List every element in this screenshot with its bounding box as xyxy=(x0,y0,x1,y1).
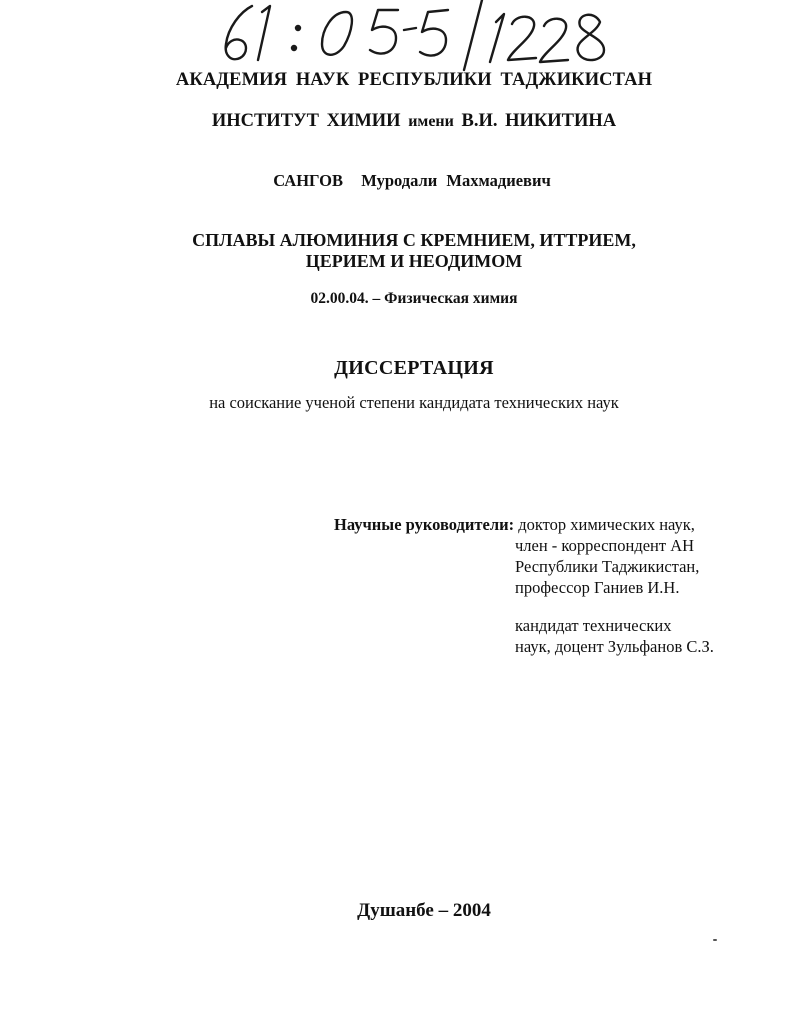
author-given-names: Муродали Махмадиевич xyxy=(361,171,551,190)
scan-speck xyxy=(713,939,717,941)
supervisor-2-line-2: наук, доцент Зульфанов С.З. xyxy=(515,637,714,656)
institute-name: В.И. НИКИТИНА xyxy=(461,111,617,131)
supervisor-2-line-1: кандидат технических xyxy=(515,616,672,635)
supervisors-label: Научные руководители: xyxy=(334,515,515,534)
handwritten-catalog-number-drawing xyxy=(212,0,622,72)
thesis-title-line-2: ЦЕРИЕМ И НЕОДИМОМ xyxy=(305,251,523,271)
supervisor-1-line-4: профессор Ганиев И.Н. xyxy=(515,578,680,597)
city-year: Душанбе – 2004 xyxy=(357,900,491,921)
thesis-degree: на соискание ученой степени кандидата технических наук xyxy=(209,393,619,412)
thesis-title-line-1: СПЛАВЫ АЛЮМИНИЯ С КРЕМНИЕМ, ИТТРИЕМ, xyxy=(192,230,636,250)
supervisors-block xyxy=(334,514,695,535)
author-surname: САНГОВ xyxy=(273,171,343,190)
author-name xyxy=(14,171,796,191)
handwritten-catalog-number xyxy=(212,0,622,72)
thesis-type: ДИССЕРТАЦИЯ xyxy=(334,357,494,379)
institute-imeni: имени xyxy=(408,113,454,130)
supervisor-1-line-2: член - корреспондент АН xyxy=(515,536,695,555)
institute-heading xyxy=(16,111,796,132)
institute-main: ИНСТИТУТ ХИМИИ xyxy=(211,111,401,131)
supervisor-1-line-3: Республики Таджикистан, xyxy=(515,557,700,576)
thesis-specialty: 02.00.04. – Физическая химия xyxy=(310,290,518,307)
supervisor-1-line-1: доктор химических наук, xyxy=(518,515,695,534)
academy-heading: АКАДЕМИЯ НАУК РЕСПУБЛИКИ ТАДЖИКИСТАН xyxy=(175,70,653,90)
